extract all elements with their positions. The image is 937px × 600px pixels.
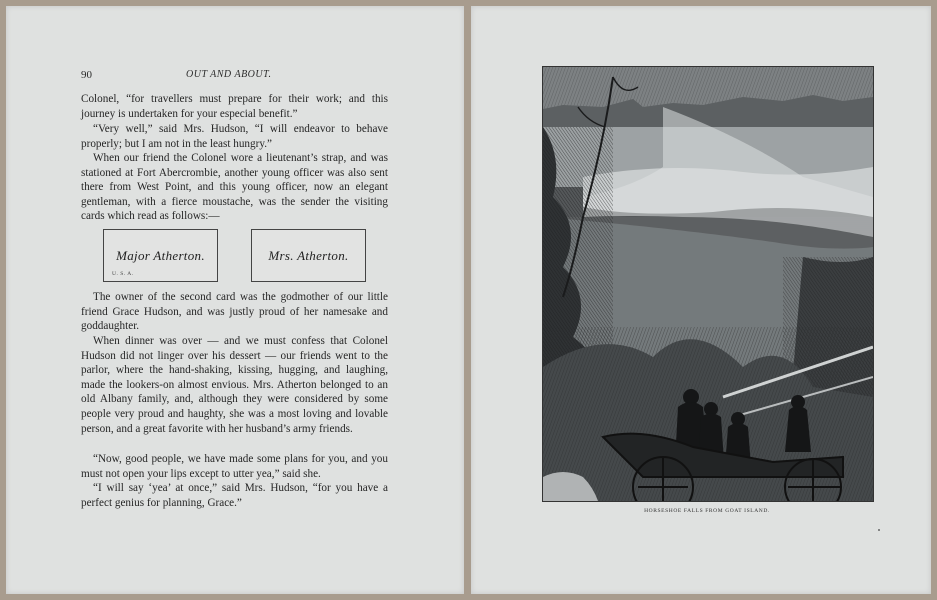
visiting-card-mrs	[251, 229, 366, 282]
paragraph-7: “I will say ‘yea’ at once,” said Mrs. Hudson, “for you have a perfect genius for planning, Grace.”	[81, 482, 388, 509]
paper-speck	[878, 529, 880, 531]
card-name-mrs: Mrs. Atherton.	[268, 248, 349, 263]
paragraph-4: The owner of the second card was the godmother of our little friend Grace Hudson, and was justly proud of her namesake and goddaughter.	[81, 291, 388, 333]
paragraph-5: When dinner was over — and we must confess that Colonel Hudson did not linger over his dessert — our friends went to the parlor, where the hand-shaking, kissing, hugging, and laughing, made the lookers-on almost envious. Mrs. Atherton belonged to an old Albany family, and, although they were considered by some people very proud and haughty, she was a most loving and lovable person, and a great favorite with her husband’s army friends.	[81, 335, 388, 435]
right-page	[471, 6, 931, 594]
card-rank: U. S. A.	[112, 271, 134, 277]
horseshoe-falls-engraving	[542, 66, 874, 502]
paragraph-3: When our friend the Colonel wore a lieutenant’s strap, and was stationed at Fort Abercrombie, another young officer was also sent there from West Point, and this young officer, now an elegant gentleman, with a fierce moustache, was the sender the visiting cards which read as follows:—	[81, 152, 388, 223]
paragraph-2: “Very well,” said Mrs. Hudson, “I will endeavor to behave properly; but I am not in the least hungry.”	[81, 123, 388, 150]
running-head: OUT AND ABOUT.	[186, 69, 272, 80]
card-name-major: Major Atherton.	[116, 248, 205, 263]
visiting-card-major	[103, 229, 218, 282]
illustration-caption: HORSESHOE FALLS FROM GOAT ISLAND.	[644, 508, 770, 514]
left-page	[6, 6, 464, 594]
page-number: 90	[81, 69, 92, 81]
paragraph-6: “Now, good people, we have made some plans for you, and you must not open your lips except to utter yea,” said she.	[81, 453, 388, 480]
paragraph-1: Colonel, “for travellers must prepare for their work; and this journey is undertaken for your especial benefit.”	[81, 93, 388, 120]
